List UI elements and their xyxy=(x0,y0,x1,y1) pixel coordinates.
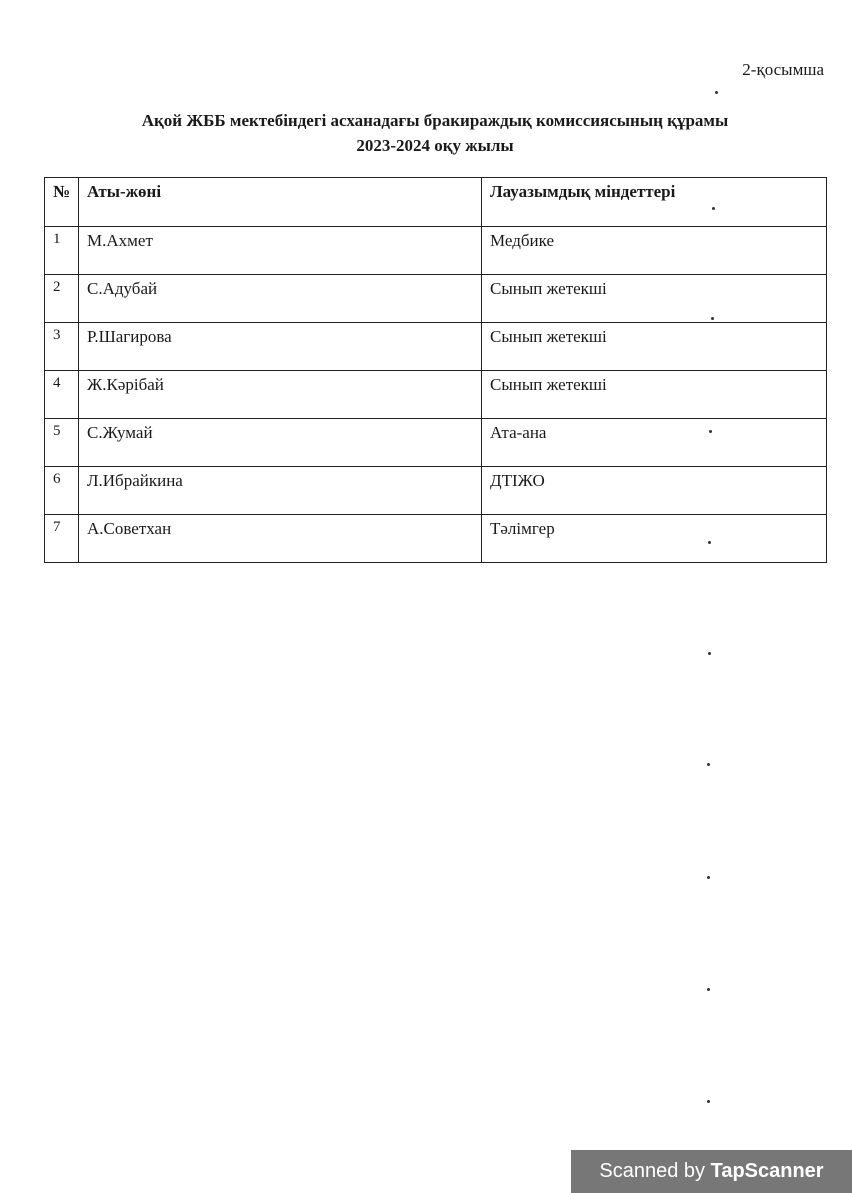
row-duty: Тәлімгер xyxy=(482,515,827,563)
row-number: 1 xyxy=(45,227,79,275)
table-header-row xyxy=(45,178,827,227)
scan-speck xyxy=(707,876,710,879)
row-duty: Медбике xyxy=(482,227,827,275)
table-row xyxy=(45,467,827,515)
row-number: 6 xyxy=(45,467,79,515)
row-number: 7 xyxy=(45,515,79,563)
watermark-brand: TapScanner xyxy=(710,1160,824,1182)
watermark-prefix: Scanned by xyxy=(599,1160,711,1182)
row-number: 3 xyxy=(45,323,79,371)
scan-speck xyxy=(715,91,718,94)
commission-members-table xyxy=(44,177,827,563)
header-duties: Лауазымдық міндеттері xyxy=(482,178,827,227)
row-name: Ж.Кәрібай xyxy=(79,371,482,419)
table-row xyxy=(45,371,827,419)
document-title xyxy=(0,108,852,158)
table-row xyxy=(45,515,827,563)
row-number: 4 xyxy=(45,371,79,419)
scan-speck xyxy=(712,207,715,210)
title-line-1: Ақой ЖББ мектебіндегі асханадағы бракираждық комиссиясының құрамы xyxy=(141,111,729,130)
row-duty: Сынып жетекші xyxy=(482,323,827,371)
header-full-name: Аты-жөні xyxy=(79,178,482,227)
table-row xyxy=(45,227,827,275)
scan-speck xyxy=(708,652,711,655)
scan-speck xyxy=(707,1100,710,1103)
row-name: Р.Шагирова xyxy=(79,323,482,371)
table-row xyxy=(45,419,827,467)
row-duty: ДТІЖО xyxy=(482,467,827,515)
row-number: 2 xyxy=(45,275,79,323)
title-line-2: 2023-2024 оқу жылы xyxy=(356,136,514,155)
scan-speck xyxy=(707,763,710,766)
appendix-label: 2-қосымша xyxy=(742,60,824,79)
scan-speck xyxy=(711,317,714,320)
table-row xyxy=(45,323,827,371)
row-name: Л.Ибрайкина xyxy=(79,467,482,515)
scan-speck xyxy=(709,430,712,433)
row-name: С.Жумай xyxy=(79,419,482,467)
scan-speck xyxy=(707,988,710,991)
row-name: С.Адубай xyxy=(79,275,482,323)
row-name: М.Ахмет xyxy=(79,227,482,275)
row-number: 5 xyxy=(45,419,79,467)
scan-speck xyxy=(708,541,711,544)
header-number: № xyxy=(45,178,79,227)
table-row xyxy=(45,275,827,323)
row-duty: Сынып жетекші xyxy=(482,275,827,323)
row-duty: Ата-ана xyxy=(482,419,827,467)
row-name: А.Советхан xyxy=(79,515,482,563)
row-duty: Сынып жетекші xyxy=(482,371,827,419)
scanner-watermark xyxy=(571,1150,852,1193)
